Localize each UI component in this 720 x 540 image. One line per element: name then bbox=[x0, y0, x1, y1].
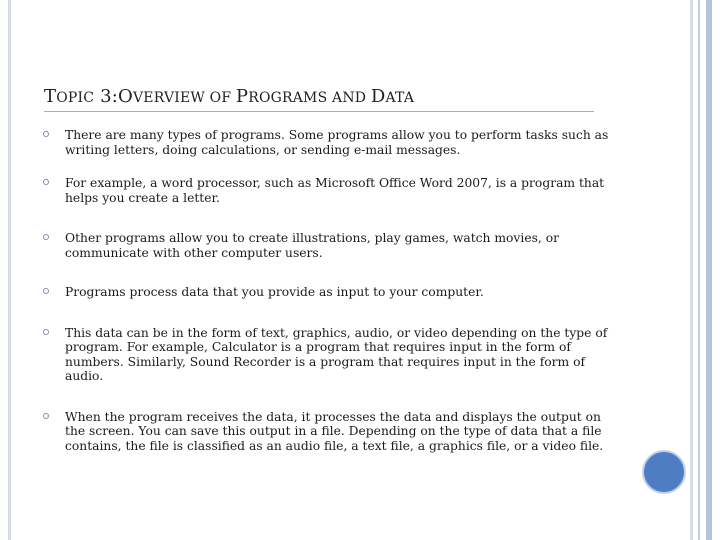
bullet-text: Other programs allow you to create illustrations, play games, watch movies, or communicate with other computer users. bbox=[65, 231, 560, 260]
list-item bbox=[42, 285, 622, 300]
title-cap: P bbox=[235, 86, 249, 107]
slide-frame-right bbox=[690, 0, 693, 540]
bullet-text: For example, a word processor, such as Microsoft Office Word 2007, is a program that helps you create a letter. bbox=[65, 176, 605, 205]
bullet-circle-icon bbox=[43, 234, 49, 240]
title-cap: D bbox=[370, 86, 386, 107]
title-small: OPIC bbox=[56, 90, 95, 106]
bullet-circle-icon bbox=[43, 329, 49, 335]
list-item bbox=[42, 326, 622, 384]
bullet-circle-icon bbox=[43, 131, 49, 137]
bullet-text: This data can be in the form of text, graphics, audio, or video depending on the type of program. For example, Calculator is a program that requires input in the form of numbers. Similarly, Sound Recorder is a program that requires input in the form of audio. bbox=[65, 325, 608, 383]
list-item bbox=[42, 128, 622, 157]
bullet-text: Programs process data that you provide as input to your computer. bbox=[65, 285, 484, 299]
slide-frame-right-inner bbox=[698, 0, 700, 540]
slide-frame-right-outer bbox=[706, 0, 712, 540]
title-small: ROGRAMS AND bbox=[248, 90, 371, 106]
bullet-circle-icon bbox=[43, 413, 49, 419]
title-small: VERVIEW OF bbox=[132, 90, 236, 106]
bullet-circle-icon bbox=[43, 288, 49, 294]
title-underline bbox=[44, 111, 594, 112]
bullet-text: There are many types of programs. Some programs allow you to perform tasks such as writing letters, doing calculations, or sending e-mail messages. bbox=[65, 128, 609, 157]
slide-frame-left bbox=[8, 0, 11, 540]
slide-title bbox=[44, 86, 414, 107]
title-cap: 3:O bbox=[94, 86, 133, 107]
title-cap: T bbox=[44, 86, 57, 107]
bullet-circle-icon bbox=[43, 179, 49, 185]
bullet-text: When the program receives the data, it processes the data and displays the output on the screen. You can save this output in a file. Depending on the type of data that a file contains, the file is classified as an audio file, a text file, a graphics file, or a video file. bbox=[65, 409, 604, 453]
list-item bbox=[42, 410, 622, 454]
list-item bbox=[42, 176, 622, 205]
decorative-circle bbox=[642, 450, 686, 494]
title-small: ATA bbox=[385, 90, 415, 106]
list-item bbox=[42, 231, 622, 260]
bullet-list bbox=[42, 128, 622, 453]
